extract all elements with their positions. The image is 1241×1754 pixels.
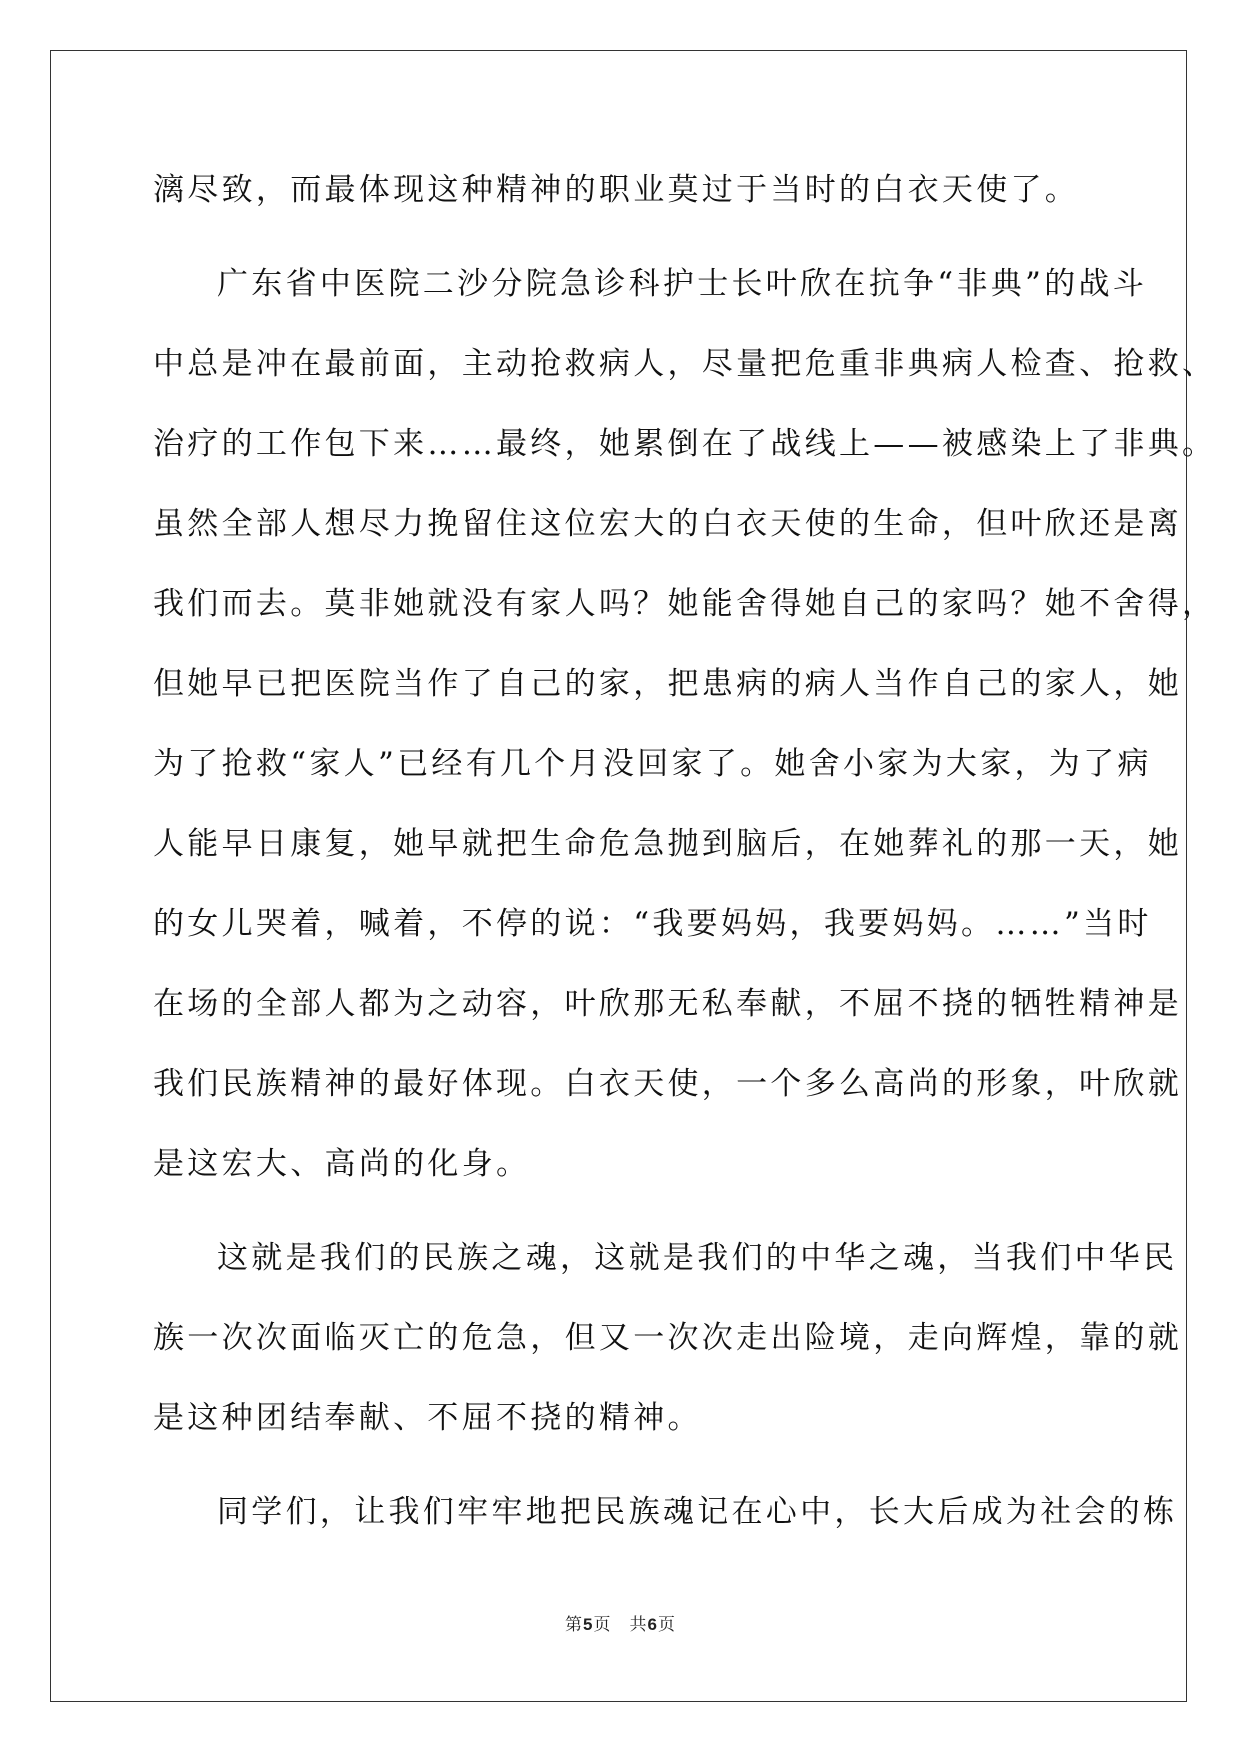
text-line: 这就是我们的民族之魂，这就是我们的中华之魂，当我们中华民 <box>217 1240 1178 1276</box>
page-number: 第5页 <box>565 1615 612 1635</box>
page-total: 共6页 <box>629 1615 676 1635</box>
text-line: 的女儿哭着，喊着，不停的说：“我要妈妈，我要妈妈。……”当时 <box>153 906 1152 942</box>
text-line: 族一次次面临灭亡的危急，但又一次次走出险境，走向辉煌，靠的就 <box>153 1320 1182 1356</box>
text-line: 同学们，让我们牢牢地把民族魂记在心中，长大后成为社会的栋 <box>217 1494 1178 1530</box>
text-line: 中总是冲在最前面，主动抢救病人，尽量把危重非典病人检查、抢救、 <box>153 346 1217 382</box>
document-body <box>153 150 1217 1552</box>
text-line: 漓尽致，而最体现这种精神的职业莫过于当时的白衣天使了。 <box>153 172 1080 208</box>
text-line: 广东省中医院二沙分院急诊科护士长叶欣在抗争“非典”的战斗 <box>217 266 1148 302</box>
paragraph-4 <box>153 1472 1178 1552</box>
paragraph-2 <box>153 244 1217 1204</box>
text-line: 人能早日康复，她早就把生命危急抛到脑后，在她葬礼的那一天，她 <box>153 826 1182 862</box>
text-line: 为了抢救“家人”已经有几个月没回家了。她舍小家为大家，为了病 <box>153 746 1152 782</box>
text-line: 是这宏大、高尚的化身。 <box>153 1146 531 1182</box>
text-line: 我们民族精神的最好体现。白衣天使，一个多么高尚的形象，叶欣就 <box>153 1066 1182 1102</box>
text-line: 虽然全部人想尽力挽留住这位宏大的白衣天使的生命，但叶欣还是离 <box>153 506 1182 542</box>
paragraph-3 <box>153 1218 1182 1458</box>
text-line: 但她早已把医院当作了自己的家，把患病的病人当作自己的家人，她 <box>153 666 1182 702</box>
text-line: 是这种团结奉献、不屈不挠的精神。 <box>153 1400 702 1436</box>
paragraph-1 <box>153 150 1093 230</box>
page-footer <box>0 1610 1241 1635</box>
text-line: 在场的全部人都为之动容，叶欣那无私奉献，不屈不挠的牺牲精神是 <box>153 986 1182 1022</box>
text-line: 治疗的工作包下来……最终，她累倒在了战线上——被感染上了非典。 <box>153 426 1217 462</box>
text-line: 我们而去。莫非她就没有家人吗？她能舍得她自己的家吗？她不舍得， <box>153 586 1217 622</box>
